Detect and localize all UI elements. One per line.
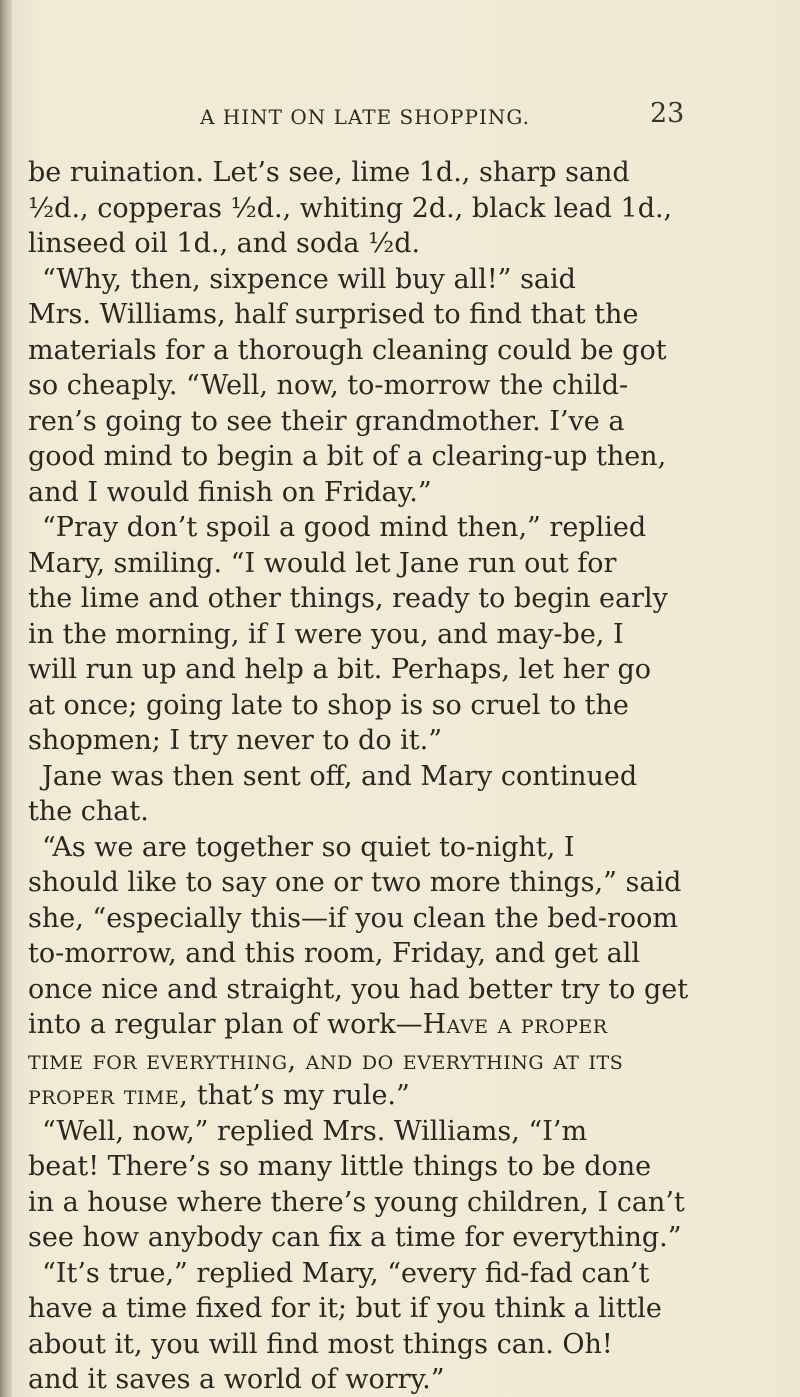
page-number: 23: [650, 98, 685, 129]
text-line: [28, 1007, 770, 1043]
text-line: in the morning, if I were you, and may-be, I: [28, 618, 624, 650]
emphasis-rule: time for everything, and do everything at its: [28, 1044, 624, 1076]
text-line: “Why, then, sixpence will buy all!” said: [42, 263, 576, 295]
text-line: [28, 1078, 770, 1114]
text-line: “Pray don’t spoil a good mind then,” replied: [42, 512, 647, 543]
text-line: in a house where there’s young children, I can’t: [28, 1186, 685, 1218]
text-line: the chat.: [28, 796, 149, 827]
running-header: A HINT ON LATE SHOPPING.: [200, 105, 530, 129]
body-text: [28, 155, 770, 1397]
text-line: “It’s true,” replied Mary, “every fid-fad can’t: [42, 1257, 650, 1289]
text-line: at once; going late to shop is so cruel to the: [28, 689, 629, 721]
text-line: ren’s going to see their grandmother. I’ve a: [28, 405, 625, 437]
text-line: the lime and other things, ready to begin early: [28, 583, 668, 614]
text-line: Mary, smiling. “I would let Jane run out for: [28, 547, 617, 579]
text-line: materials for a thorough cleaning could be got: [28, 334, 667, 366]
text-line: should like to say one or two more things,” said: [28, 867, 682, 898]
text-line: about it, you will find most things can. Oh!: [28, 1328, 613, 1360]
text-line: to-morrow, and this room, Friday, and get all: [28, 938, 640, 969]
text-line: be ruination. Let’s see, lime 1d., sharp sand: [28, 157, 630, 188]
text-line: good mind to begin a bit of a clearing-up then,: [28, 441, 667, 472]
text-line: ½d., copperas ½d., whiting 2d., black lead 1d.,: [28, 192, 673, 224]
text-line-end: that’s my rule.”: [188, 1080, 410, 1111]
text-line: so cheaply. “Well, now, to-morrow the child-: [28, 370, 629, 401]
text-line: beat! There’s so many little things to be done: [28, 1151, 652, 1182]
text-line: linseed oil 1d., and soda ½d.: [28, 228, 421, 259]
text-line: shopmen; I try never to do it.”: [28, 725, 443, 756]
text-line: and it saves a world of worry.”: [28, 1364, 445, 1395]
text-line-start: into a regular plan of work—: [28, 1009, 423, 1040]
text-line: “Well, now,” replied Mrs. Williams, “I’m: [42, 1115, 588, 1147]
text-line: will run up and help a bit. Perhaps, let her go: [28, 654, 652, 685]
text-line: Jane was then sent off, and Mary continued: [42, 760, 638, 792]
page-gutter: [0, 0, 12, 1397]
text-line: she, “especially this—if you clean the bed-room: [28, 902, 678, 934]
text-line: “As we are together so quiet to-night, I: [42, 831, 575, 863]
text-line: have a time fixed for it; but if you think a little: [28, 1293, 662, 1324]
text-line: Mrs. Williams, half surprised to find that the: [28, 299, 639, 330]
emphasis-rule-end: proper time,: [28, 1080, 189, 1111]
text-line: see how anybody can fix a time for everything.”: [28, 1222, 682, 1253]
text-line: once nice and straight, you had better try to get: [28, 973, 689, 1005]
text-line: and I would finish on Friday.”: [28, 476, 432, 508]
emphasis-rule-start: Have a proper: [422, 1009, 608, 1040]
